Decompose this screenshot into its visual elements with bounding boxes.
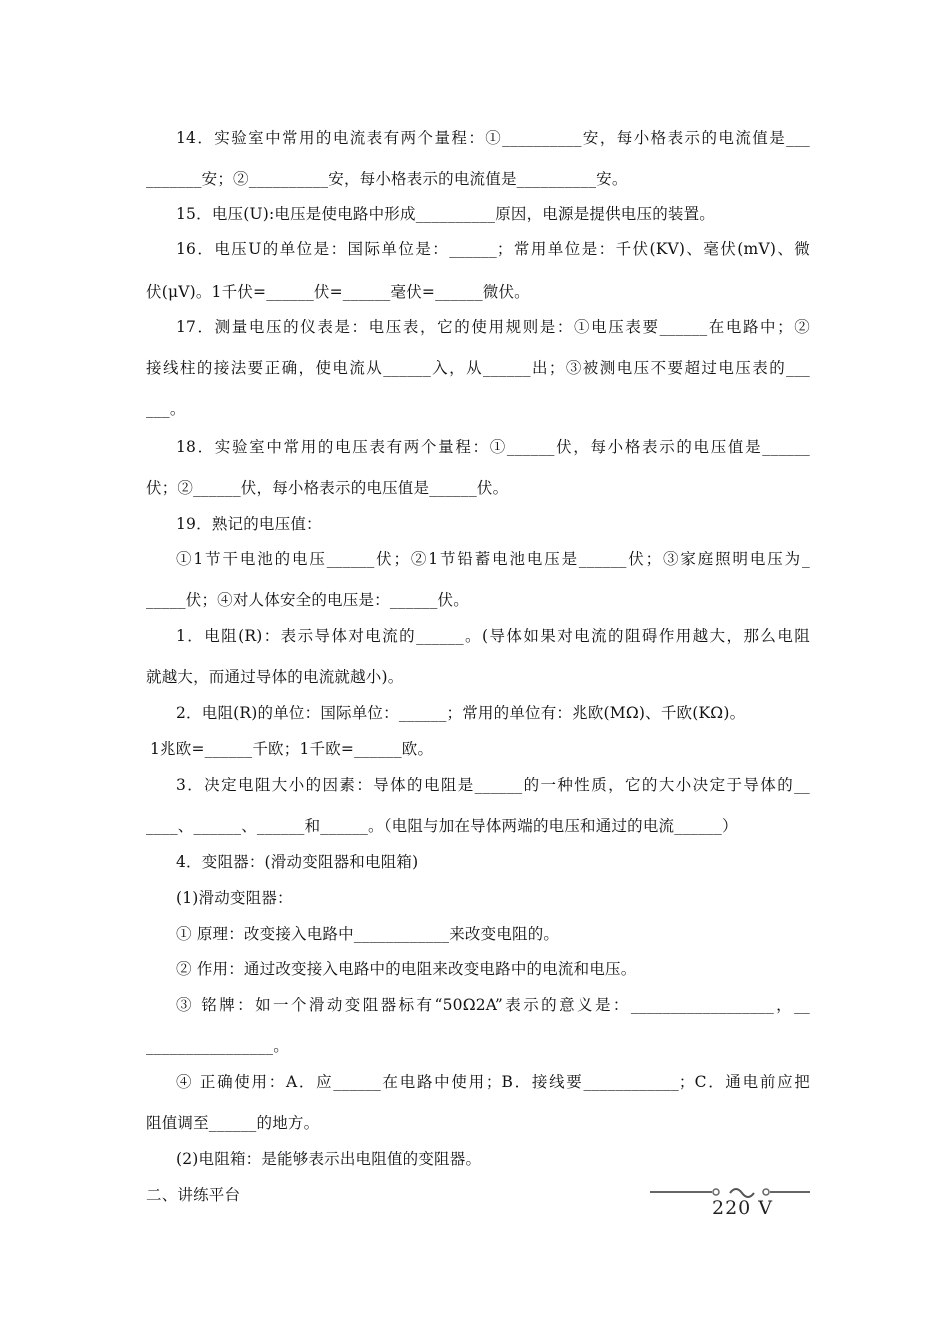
item-18-line-1: 18．实验室中常用的电压表有两个量程：①______伏，每小格表示的电压值是______ [176,438,810,456]
item-17-line-2: 接线柱的接法要正确，使电流从______入，从______出；③被测电压不要超过电压表的___ [146,359,810,377]
rheostat-nameplate-line-1: ③ 铭牌：如一个滑动变阻器标有“50Ω2A”表示的意义是：__________________，__ [176,996,810,1014]
rheostat-usage-line-1: ④ 正确使用：A．应______在电路中使用；B．接线要____________；C．通电前应把 [176,1073,810,1091]
item-16-line-2: 伏(μV)。1千伏=______伏=______毫伏=______微伏。 [146,283,530,301]
section-heading-practice: 二、讲练平台 [146,1186,241,1204]
resistance-item-1-line-1: 1．电阻(R)：表示导体对电流的______。(导体如果对电流的阻碍作用越大，那么电阻 [176,627,810,645]
item-19-heading: 19．熟记的电压值： [176,515,322,533]
resistance-item-2-line-1: 2．电阻(R)的单位：国际单位：______；常用的单位有：兆欧(MΩ)、千欧(KΩ)。 [176,704,746,722]
rheostat-nameplate-line-2: ________________。 [146,1037,289,1055]
rheostat-principle: ① 原理：改变接入电路中____________来改变电阻的。 [176,925,560,943]
sliding-rheostat-heading: (1)滑动变阻器： [176,889,293,907]
item-18-line-2: 伏；②______伏，每小格表示的电压值是______伏。 [146,479,509,497]
item-17-line-3: ___。 [146,400,186,418]
item-19-line-2: _____伏；④对人体安全的电压是：______伏。 [146,591,469,609]
rheostat-function: ② 作用：通过改变接入电路中的电阻来改变电路中的电流和电压。 [176,960,637,978]
resistance-item-1-line-2: 就越大，而通过导体的电流就越小)。 [146,668,404,686]
resistance-box: (2)电阻箱：是能够表示出电阻值的变阻器。 [176,1150,482,1168]
resistance-item-4-heading: 4．变阻器：(滑动变阻器和电阻箱) [176,853,419,871]
item-16-line-1: 16．电压U的单位是：国际单位是：______；常用单位是：千伏(KV)、毫伏(mV)、微 [176,240,810,258]
ac-voltage-label: 220 V [712,1197,774,1219]
resistance-item-3-line-2: ____、______、______和______。（电阻与加在导体两端的电压和通过的电流______） [146,817,738,835]
resistance-item-2-line-2: 1兆欧=______千欧；1千欧=______欧。 [150,740,434,758]
item-14-line-1: 14．实验室中常用的电流表有两个量程：①__________安，每小格表示的电流值是___ [176,129,810,147]
resistance-item-3-line-1: 3．决定电阻大小的因素：导体的电阻是______的一种性质，它的大小决定于导体的__ [176,776,810,794]
item-14-line-2: _______安；②__________安，每小格表示的电流值是__________安。 [146,170,628,188]
item-17-line-1: 17．测量电压的仪表是：电压表，它的使用规则是：①电压表要______在电路中；② [176,318,810,336]
item-19-line-1: ①1节干电池的电压______伏；②1节铅蓄电池电压是______伏；③家庭照明电压为_ [176,550,810,568]
rheostat-usage-line-2: 阻值调至______的地方。 [146,1114,320,1132]
item-15: 15．电压(U):电压是使电路中形成__________原因，电源是提供电压的装置。 [176,205,716,223]
